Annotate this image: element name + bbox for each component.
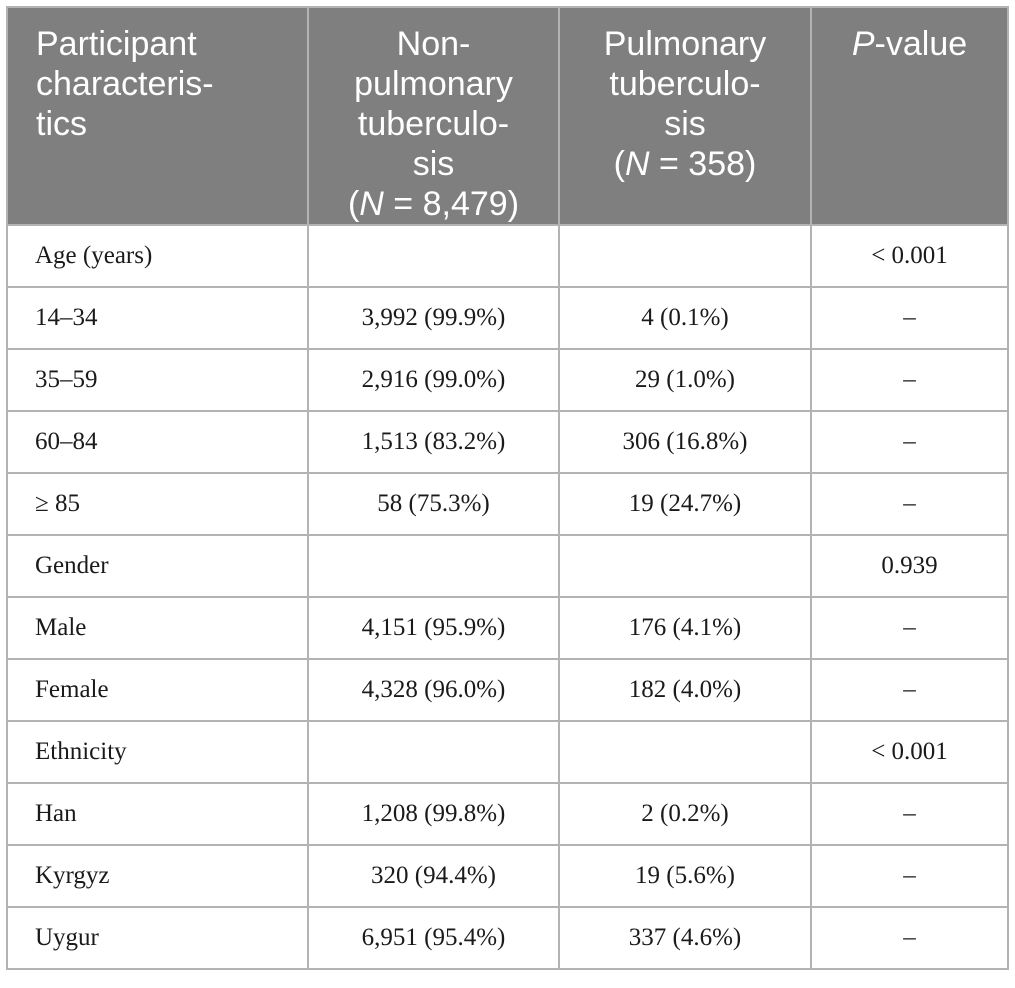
p-value: – (811, 845, 1008, 907)
non-pulmonary-value (308, 225, 559, 287)
table-row (7, 659, 1008, 721)
p-value: – (811, 907, 1008, 969)
pulmonary-value: 19 (5.6%) (559, 845, 811, 907)
pulmonary-value: 182 (4.0%) (559, 659, 811, 721)
p-value: – (811, 783, 1008, 845)
pulmonary-value: 306 (16.8%) (559, 411, 811, 473)
table-row (7, 597, 1008, 659)
table-row (7, 349, 1008, 411)
row-label: 60–84 (7, 411, 308, 473)
header-pulmonary-tuberculosis: Pulmonary tuberculo- sis (N = 358) (559, 7, 811, 225)
row-label: Male (7, 597, 308, 659)
row-label: Female (7, 659, 308, 721)
table-row (7, 721, 1008, 783)
p-value: – (811, 349, 1008, 411)
row-label: 35–59 (7, 349, 308, 411)
pulmonary-value (559, 535, 811, 597)
table-row (7, 783, 1008, 845)
non-pulmonary-value: 320 (94.4%) (308, 845, 559, 907)
non-pulmonary-value: 4,151 (95.9%) (308, 597, 559, 659)
p-value: < 0.001 (811, 225, 1008, 287)
p-value: < 0.001 (811, 721, 1008, 783)
table-row (7, 473, 1008, 535)
non-pulmonary-value: 3,992 (99.9%) (308, 287, 559, 349)
header-pulmonary-n: (N = 358) (613, 145, 757, 183)
table-body (7, 225, 1008, 969)
row-label: Kyrgyz (7, 845, 308, 907)
pulmonary-value: 4 (0.1%) (559, 287, 811, 349)
pulmonary-value: 176 (4.1%) (559, 597, 811, 659)
table-row (7, 907, 1008, 969)
pulmonary-value (559, 225, 811, 287)
header-non-pulmonary-n: (N = 8,479) (347, 185, 520, 223)
table-container (6, 6, 1009, 970)
non-pulmonary-value: 58 (75.3%) (308, 473, 559, 535)
row-label: Uygur (7, 907, 308, 969)
characteristics-table (6, 6, 1009, 970)
non-pulmonary-value (308, 535, 559, 597)
row-label: Han (7, 783, 308, 845)
non-pulmonary-value: 2,916 (99.0%) (308, 349, 559, 411)
header-participant-characteristics: Participant characteris- tics (7, 7, 308, 225)
row-label: Gender (7, 535, 308, 597)
p-value: – (811, 287, 1008, 349)
pulmonary-value (559, 721, 811, 783)
table-row (7, 845, 1008, 907)
table-row (7, 287, 1008, 349)
row-label: 14–34 (7, 287, 308, 349)
header-non-pulmonary-tuberculosis: Non- pulmonary tuberculo- sis (N = 8,479) (308, 7, 559, 225)
row-label: ≥ 85 (7, 473, 308, 535)
p-value: 0.939 (811, 535, 1008, 597)
pulmonary-value: 19 (24.7%) (559, 473, 811, 535)
non-pulmonary-value (308, 721, 559, 783)
p-value: – (811, 473, 1008, 535)
p-value: – (811, 659, 1008, 721)
table-row (7, 535, 1008, 597)
header-row (7, 7, 1008, 225)
row-label: Age (years) (7, 225, 308, 287)
pulmonary-value: 337 (4.6%) (559, 907, 811, 969)
non-pulmonary-value: 4,328 (96.0%) (308, 659, 559, 721)
table-row (7, 411, 1008, 473)
non-pulmonary-value: 6,951 (95.4%) (308, 907, 559, 969)
row-label: Ethnicity (7, 721, 308, 783)
header-p-value: P-value (811, 7, 1008, 225)
p-value: – (811, 411, 1008, 473)
pulmonary-value: 2 (0.2%) (559, 783, 811, 845)
table-row (7, 225, 1008, 287)
pulmonary-value: 29 (1.0%) (559, 349, 811, 411)
p-value: – (811, 597, 1008, 659)
non-pulmonary-value: 1,513 (83.2%) (308, 411, 559, 473)
non-pulmonary-value: 1,208 (99.8%) (308, 783, 559, 845)
